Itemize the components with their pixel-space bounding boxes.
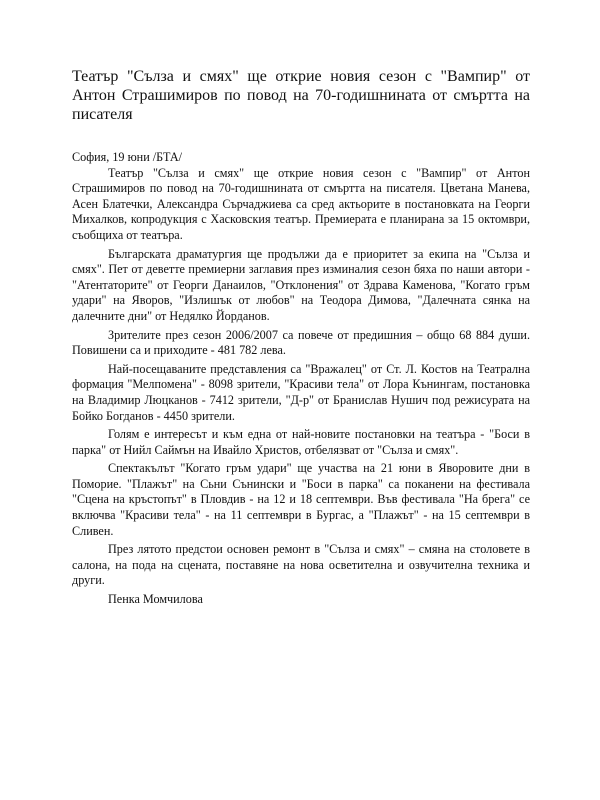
paragraph-1: Театър "Сълза и смях" ще открие новия сезон с "Вампир" от Антон Страшимиров по повод на 70-годишнината от смъртта на писателя. Цветана Манева, Асен Блатечки, Александра Сърчаджиева са сред актьорите в постановката на Георги Михалков, копродукция с Хасковския театър. Премиерата е планирана за 15 октомври, съобщиха от театъра. — [72, 165, 530, 242]
paragraph-5: Голям е интересът и към една от най-новите постановки на театъра - "Боси в парка" от Нийл Саймън на Ивайло Христов, отбелязват от "Сълза и смях". — [72, 427, 530, 457]
paragraph-4: Най-посещаваните представления са "Вражалец" от Ст. Л. Костов на Театрална формация "Мелпомена" - 8098 зрители, "Красиви тела" от Лора Кънингам, постановка на Владимир Люцканов - 7412 зрители, "Д-р" от Бранислав Нушич под режисурата на Бойко Богданов - 4450 зрители. — [72, 361, 530, 423]
paragraph-6: Спектакълът "Когато гръм удари" ще участва на 21 юни в Яворовите дни в Поморие. "Плажът" на Сьни Сънински и "Боси в парка" са поканени на фестивала "Сцена на кръстопът" в Пловдив - на 12 и 18 септември. Във фестивала "На брега" се включва "Красиви тела" - на 11 септември в Бургас, а "Плажът" - на 15 септември в Сливен. — [72, 461, 530, 538]
article-body — [72, 150, 530, 611]
paragraph-7: През лятото предстои основен ремонт в "Сълза и смях" – смяна на столовете в салона, на пода на сцената, поставяне на нова осветителна и озвучителна техника и други. — [72, 542, 530, 588]
paragraph-3: Зрителите през сезон 2006/2007 са повече от предишния – общо 68 884 души. Повишени са и приходите - 481 782 лева. — [72, 327, 530, 358]
dateline: София, 19 юни /БТА/ — [72, 150, 183, 164]
article-title: Театър "Сълза и смях" ще открие новия сезон с "Вампир" от Антон Страшимиров по повод на 70-годишнината от смъртта на писателя — [72, 68, 530, 123]
author-signature: Пенка Момчилова — [108, 592, 203, 607]
paragraph-2: Българската драматургия ще продължи да е приоритет за екипа на "Сълза и смях". Пет от деветте премиерни заглавия през изминалия сезон бяха по наши автори - "Атентаторите" от Георги Данаилов, "Отклонения" от Здрава Каменова, "Когато гръм удари" на Яворов, "Излишък от любов" на Теодора Димова, "Далечната сянка на далечните дни" от Недялко Йорданов. — [72, 246, 530, 323]
